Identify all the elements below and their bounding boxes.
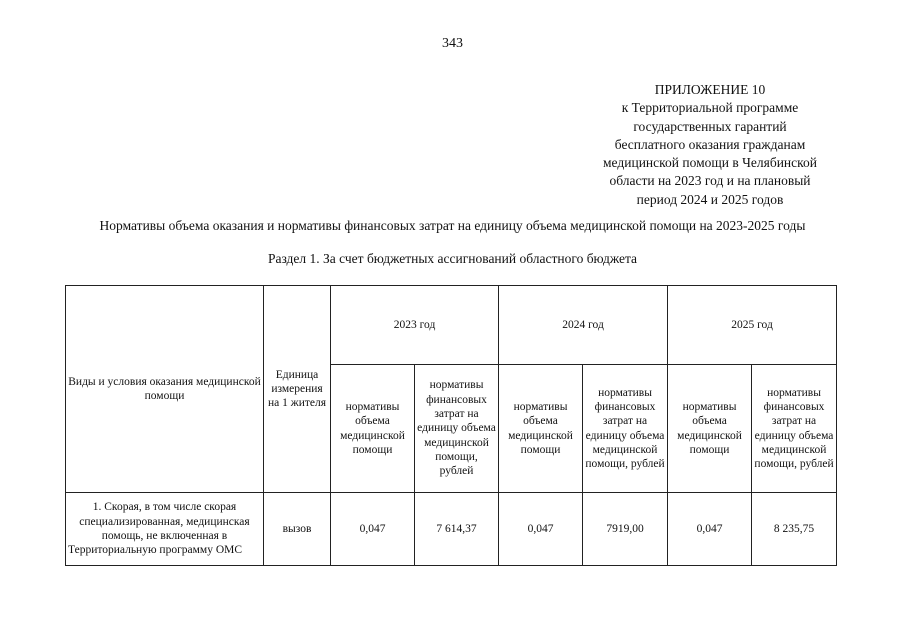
row-unit: вызов — [264, 493, 331, 566]
header-year-2023: 2023 год — [331, 286, 499, 365]
norms-table — [65, 285, 837, 566]
row-kind: 1. Скорая, в том числе скорая специализированная, медицинская помощь, не включенная в Территориальную программу ОМС — [66, 493, 264, 566]
appendix-line: ПРИЛОЖЕНИЕ 10 — [654, 82, 766, 97]
appendix-line: государственных гарантий — [633, 118, 787, 134]
header-kind: Виды и условия оказания медицинской помощи — [66, 286, 264, 493]
appendix-line: период 2024 и 2025 годов — [636, 191, 784, 207]
header-year-2024: 2024 год — [499, 286, 668, 365]
cell-2023-cost: 7 614,37 — [415, 493, 499, 566]
subheader-volume: нормативы объема медицинской помощи — [668, 365, 752, 493]
cell-2024-volume: 0,047 — [499, 493, 583, 566]
appendix-line: области на 2023 год и на плановый — [609, 173, 811, 189]
table-row — [66, 493, 837, 566]
appendix-line: к Территориальной программе — [621, 100, 799, 116]
subheader-volume: нормативы объема медицинской помощи — [331, 365, 415, 493]
cell-2024-cost: 7919,00 — [583, 493, 668, 566]
document-title: Нормативы объема оказания и нормативы финансовых затрат на единицу объема медицинской помощи на 2023-2025 годы — [99, 218, 806, 233]
cell-2025-volume: 0,047 — [668, 493, 752, 566]
subheader-cost: нормативы финансовых затрат на единицу объема медицинской помощи, рублей — [583, 365, 668, 493]
header-unit: Единица измерения на 1 жителя — [264, 286, 331, 493]
cell-2023-volume: 0,047 — [331, 493, 415, 566]
section-title: Раздел 1. За счет бюджетных ассигнований областного бюджета — [267, 251, 638, 266]
appendix-line: бесплатного оказания гражданам — [614, 136, 806, 152]
appendix-header — [560, 81, 860, 209]
cell-2025-cost: 8 235,75 — [752, 493, 837, 566]
subheader-volume: нормативы объема медицинской помощи — [499, 365, 583, 493]
header-year-2025: 2025 год — [668, 286, 837, 365]
subheader-cost: нормативы финансовых затрат на единицу объема медицинской помощи, рублей — [752, 365, 837, 493]
appendix-line: медицинской помощи в Челябинской — [603, 155, 817, 171]
page-number: 343 — [442, 36, 463, 51]
subheader-cost: нормативы финансовых затрат на единицу объема медицинской помощи, рублей — [415, 365, 499, 493]
table-header-row — [66, 286, 837, 365]
